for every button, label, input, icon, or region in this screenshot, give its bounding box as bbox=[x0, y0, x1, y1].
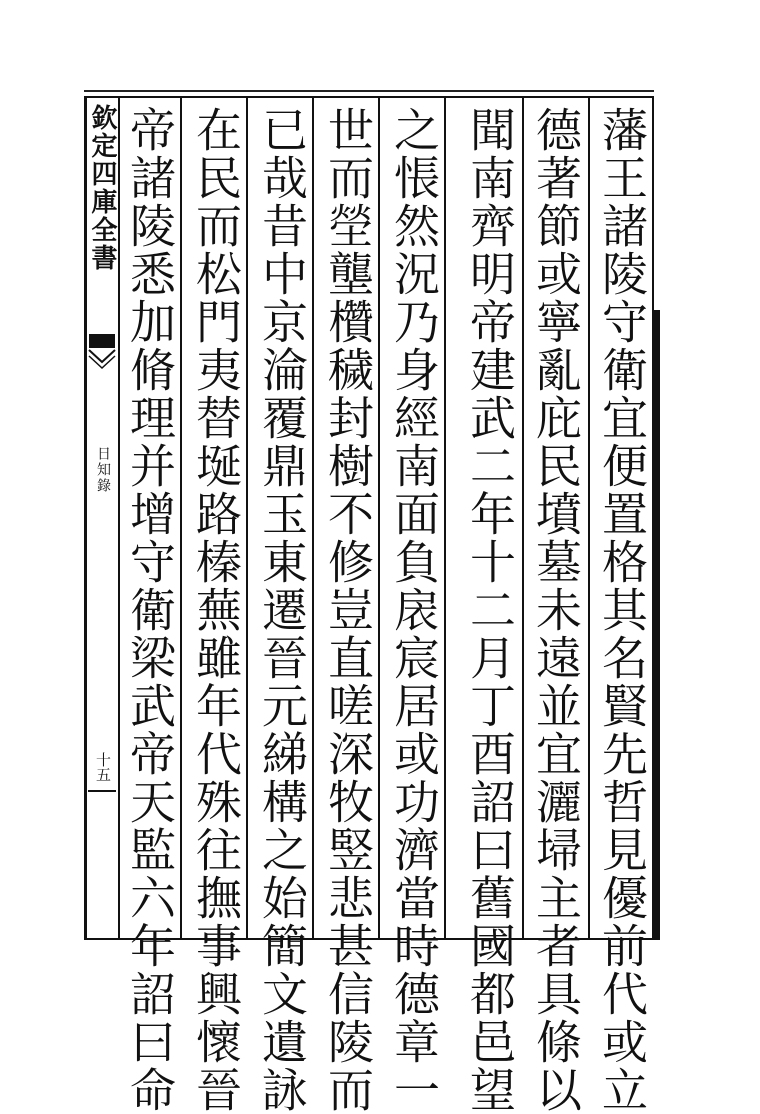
text-column bbox=[252, 100, 312, 1114]
text-column bbox=[384, 100, 444, 1114]
column-text: 在民而松門夷替埏路榛蕪雖年代殊往撫事興懷晉 bbox=[189, 106, 243, 1114]
page-number: 十五 bbox=[94, 752, 112, 782]
column-text: 聞南齊明帝建武二年十二月丁酉詔曰舊國都邑望 bbox=[463, 106, 517, 1114]
text-column bbox=[526, 100, 586, 1114]
column-rule bbox=[246, 98, 248, 938]
text-column bbox=[592, 100, 652, 1114]
column-rule bbox=[588, 98, 590, 938]
column-text: 德著節或寧亂庇民墳墓未遠並宜灑埽主者具條以 bbox=[529, 106, 583, 1114]
right-border-bar bbox=[654, 310, 660, 940]
column-text: 藩王諸陵守衛宜便置格其名賢先哲見優前代或立 bbox=[595, 106, 649, 1114]
column-rule bbox=[522, 98, 524, 938]
section-title: 日知錄 bbox=[95, 446, 111, 494]
column-rule bbox=[312, 98, 314, 938]
column-rule bbox=[444, 98, 446, 938]
book-title: 欽定四庫全書 bbox=[87, 104, 117, 272]
column-text: 已哉昔中京淪覆鼎玉東遷晉元綈構之始簡文遺詠 bbox=[255, 106, 309, 1114]
column-text: 之悵然況乃身經南面負扆宸居或功濟當時德章一 bbox=[387, 106, 441, 1114]
page-number-divider bbox=[88, 790, 116, 792]
text-column bbox=[186, 100, 246, 1114]
column-rule bbox=[378, 98, 380, 938]
top-border-line bbox=[84, 90, 654, 95]
column-text: 世而塋壟欑穢封樹不修豈直嗟深牧竪悲甚信陵而 bbox=[321, 106, 375, 1114]
fishtail-mark-icon bbox=[88, 332, 116, 372]
column-rule bbox=[180, 98, 182, 938]
column-text: 帝諸陵悉加脩理并增守衛梁武帝天監六年詔曰命 bbox=[123, 106, 177, 1114]
text-column bbox=[460, 100, 520, 1114]
text-column bbox=[120, 100, 180, 1114]
text-column bbox=[318, 100, 378, 1114]
